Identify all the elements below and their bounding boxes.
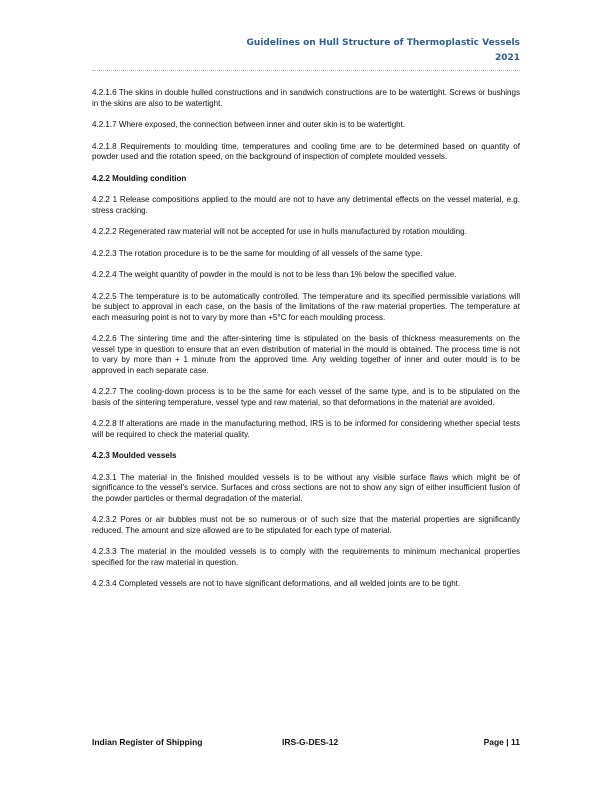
para-4-2-2-2: 4.2.2.2 Regenerated raw material will not be accepted for use in hulls manufactured by rotation moulding. <box>92 227 467 236</box>
para-4-2-2-7: 4.2.2.7 The cooling-down process is to be the same for each vessel of the same type, and is to be stipulated on the basis of the sintering temperature, vessel type and raw material, so that deformations in the material are avoided. <box>92 387 520 407</box>
para-4-2-1-8: 4.2.1.8 Requirements to moulding time, temperatures and cooling time are to be determined based on quantity of powder used and the rotation speed, on the background of inspection of complete moulded vessels. <box>92 141 520 161</box>
footer-doc-code: IRS-G-DES-12 <box>282 737 339 747</box>
page-header <box>247 36 520 66</box>
footer-page-number: Page | 11 <box>483 737 520 747</box>
heading-4-2-3: 4.2.3 Moulded vessels <box>92 451 177 460</box>
para-4-2-1-6: 4.2.1.6 The skins in double hulled constructions and in sandwich constructions are to be watertight. Screws or bushings in the skins are also to be watertight. <box>92 88 520 108</box>
para-4-2-2-8: 4.2.2.8 If alterations are made in the manufacturing method, IRS is to be informed for considering whether special tests will be required to check the material quality. <box>92 419 520 439</box>
para-4-2-3-1: 4.2.3.1 The material in the finished moulded vessels is to be without any visible surface flaws which might be of significance to the vessel's service. Surfaces and cross sections are not to show any sign of either insufficient fusion of the powder particles or thermal degradation of the material. <box>92 472 520 503</box>
heading-4-2-2: 4.2.2 Moulding condition <box>92 173 187 183</box>
header-title: Guidelines on Hull Structure of Thermoplastic Vessels <box>246 38 520 48</box>
para-4-2-3-4: 4.2.3.4 Completed vessels are not to have significant deformations, and all welded joints are to be tight. <box>92 579 461 588</box>
footer-organization: Indian Register of Shipping <box>92 737 203 747</box>
para-4-2-2-5: 4.2.2.5 The temperature is to be automatically controlled. The temperature and its specified permissible variations will be subject to approval in each case, on the basis of the limitations of the raw material properties. The temperature at each measuring point is not to vary by more than +5°C for each moulding process. <box>92 291 520 322</box>
para-4-2-2-3: 4.2.2.3 The rotation procedure is to be the same for moulding of all vessels of the same type. <box>92 248 423 258</box>
para-4-2-2-6: 4.2.2.6 The sintering time and the after-sintering time is stipulated on the basis of thickness measurements on the vessel type in question to ensure that an even distribution of material in the mould is obtained. The process time is not to vary by more than + 1 minute from the approved time. Any welding together of inner and outer mould is to be approved in each separate case. <box>92 334 520 375</box>
document-body <box>92 88 520 601</box>
header-year: 2021 <box>494 53 520 63</box>
para-4-2-2-1: 4.2.2 1 Release compositions applied to the mould are not to have any detrimental effects on the vessel material, e.g. stress cracking. <box>92 195 520 215</box>
header-divider <box>92 70 520 71</box>
para-4-2-3-3: 4.2.3.3 The material in the moulded vessels is to comply with the requirements to minimum mechanical properties specified for the raw material in question. <box>92 547 520 567</box>
para-4-2-3-2: 4.2.3.2 Pores or air bubbles must not be so numerous or of such size that the material properties are significantly reduced. The amount and size allowed are to be stipulated for each type of material. <box>92 515 520 535</box>
para-4-2-2-4: 4.2.2.4 The weight quantity of powder in the mould is not to be less than 1% below the specified value. <box>92 270 457 279</box>
para-4-2-1-7: 4.2.1.7 Where exposed, the connection between inner and outer skin is to be watertight. <box>92 120 406 129</box>
